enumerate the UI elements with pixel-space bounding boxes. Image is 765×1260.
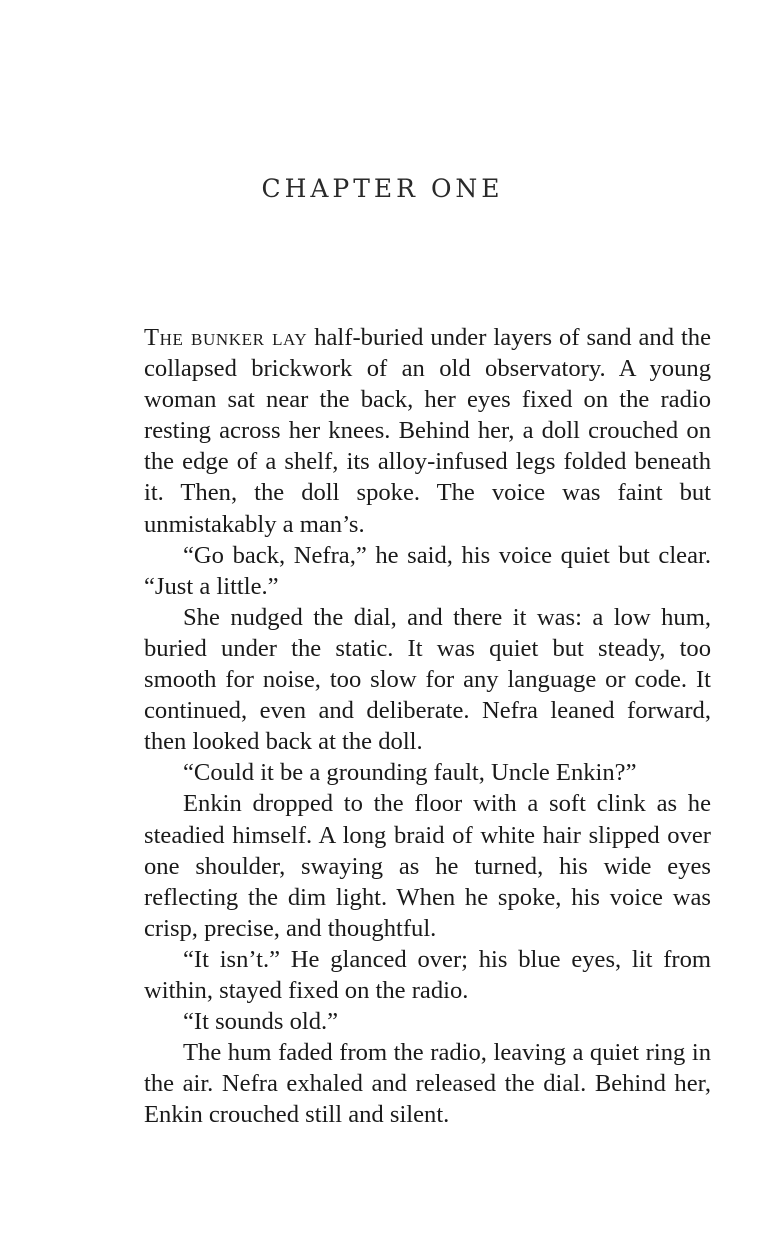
paragraph-opening: [144, 322, 711, 540]
paragraph: Enkin dropped to the floor with a soft clink as he steadied himself. A long braid of white hair slipped over one shoulder, swaying as he turned, his wide eyes reflecting the dim light. When he spoke, his voice was crisp, precise, and thoughtful.: [144, 790, 711, 942]
paragraph: “Go back, Nefra,” he said, his voice quiet but clear. “Just a little.”: [144, 541, 711, 600]
paragraph-text: half-buried under layers of sand and the collapsed brickwork of an old observatory. A young woman sat near the back, her eyes fixed on the radio resting across her knees. Behind her, a doll crouched on the edge of a shelf, its alloy-infused legs folded beneath it. Then, the doll spoke. The voice was faint but unmistakably a man’s.: [144, 324, 712, 538]
paragraph: She nudged the dial, and there it was: a low hum, buried under the static. It was quiet but steady, too smooth for noise, too slow for any language or code. It continued, even and deliberate. Nefra leaned forward, then looked back at the doll.: [144, 603, 711, 756]
paragraph: “It sounds old.”: [183, 1008, 339, 1036]
chapter-body: [144, 322, 711, 1130]
chapter-title: CHAPTER ONE: [261, 174, 504, 203]
paragraph: “It isn’t.” He glanced over; his blue eyes, lit from within, stayed fixed on the radio.: [144, 945, 711, 1004]
paragraph: “Could it be a grounding fault, Uncle Enkin?”: [183, 759, 637, 787]
paragraph: The hum faded from the radio, leaving a quiet ring in the air. Nefra exhaled and released the dial. Behind her, Enkin crouched still and silent.: [144, 1039, 711, 1129]
opening-smallcaps-lead: The bunker lay: [144, 324, 308, 351]
